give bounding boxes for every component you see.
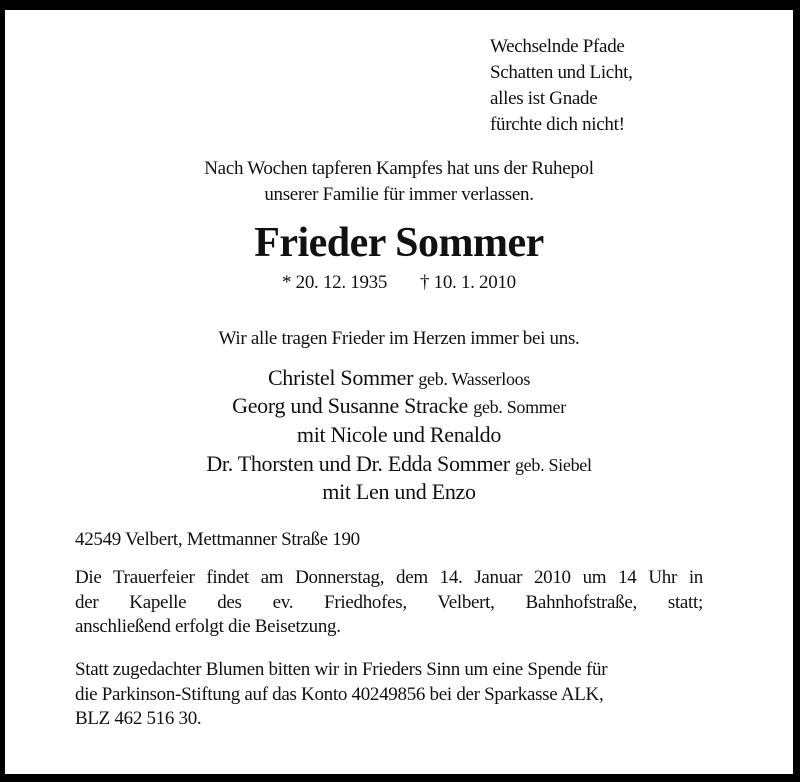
family-names: Christel Sommer [267,365,414,390]
funeral-line: der Kapelle des ev. Friedhofes, Velbert, Bahnhofstraße, statt; [75,592,703,613]
donation-line: BLZ 462 516 30. [75,708,202,729]
family-line [5,392,793,421]
family-line [5,421,793,449]
donation-line: die Parkinson-Stiftung auf das Konto 40249856 bei der Sparkasse ALK, [75,684,604,705]
family-line [5,450,793,479]
funeral-line: Die Trauerfeier findet am Donnerstag, dem 14. Januar 2010 um 14 Uhr in [75,567,703,588]
intro-line: Nach Wochen tapferen Kampfes hat uns der Ruhepol [204,158,594,179]
family-names: Dr. Thorsten und Dr. Edda Sommer [206,451,510,476]
family-line [5,364,793,393]
poem-line: Schatten und Licht, [490,62,633,83]
death-date: † 10. 1. 2010 [420,272,516,293]
family-line [5,478,793,506]
donation-line: Statt zugedachter Blumen bitten wir in Frieders Sinn um eine Spende für [75,659,608,680]
family-names: mit Nicole und Renaldo [296,422,502,447]
maiden-name: geb. Sommer [473,397,566,417]
maiden-name: geb. Wasserloos [418,369,531,389]
maiden-name: geb. Siebel [514,455,592,475]
motto: Wir alle tragen Frieder im Herzen immer bei uns. [218,328,580,349]
birth-date: * 20. 12. 1935 [282,272,388,293]
family-names: Georg und Susanne Stracke [232,393,468,418]
obituary-notice [5,10,793,774]
poem-line: fürchte dich nicht! [490,114,625,135]
funeral-line: anschließend erfolgt die Beisetzung. [75,616,341,637]
intro-line: unserer Familie für immer verlassen. [264,184,534,205]
family-names: mit Len und Enzo [322,479,476,504]
address: 42549 Velbert, Mettmanner Straße 190 [75,529,360,550]
poem-line: alles ist Gnade [490,88,598,109]
deceased-name: Frieder Sommer [254,220,544,266]
poem-line: Wechselnde Pfade [490,36,625,57]
